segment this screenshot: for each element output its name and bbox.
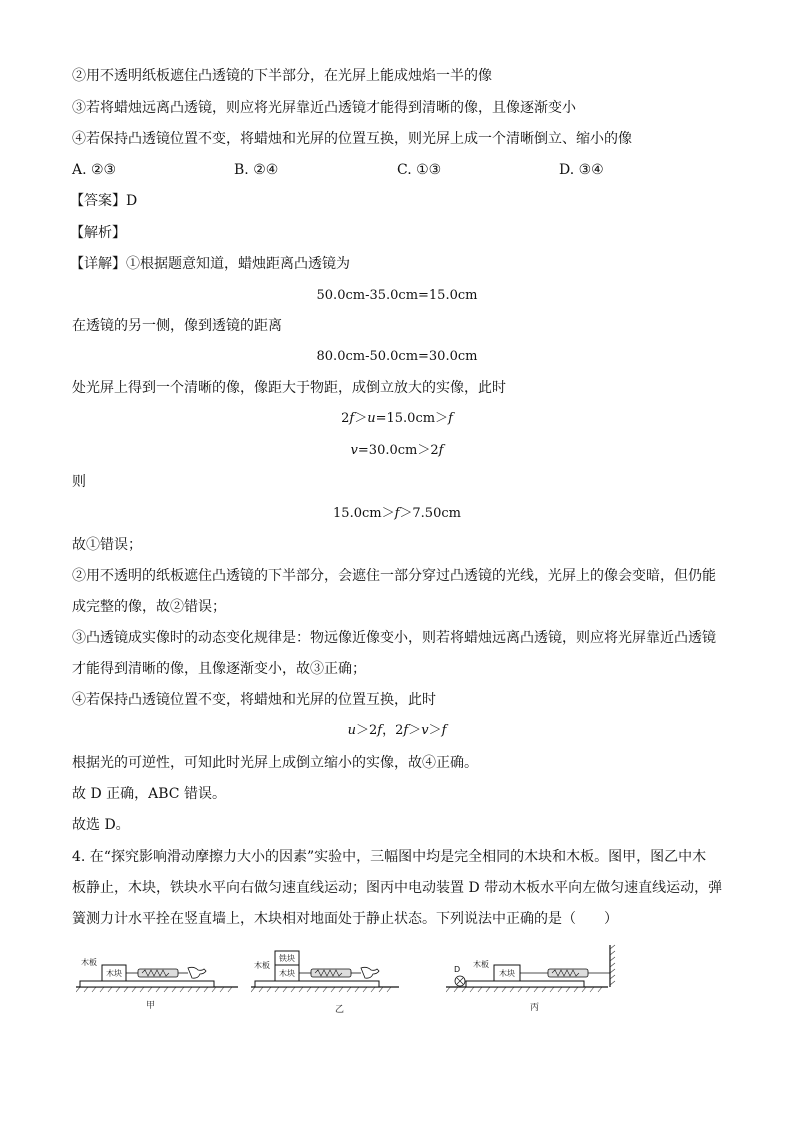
board-label-yi: 木板 [254,961,270,970]
figure-jia [76,953,238,993]
option-d: D. ③④ [559,162,604,178]
choose-line: 故选 D。 [72,817,130,833]
q4-line-1: 4. 在“探究影响滑动摩擦力大小的因素”实验中，三幅图中均是完全相同的木块和木板。图甲，图乙中木 [72,849,707,865]
para-4-line-1: ④若保持凸透镜位置不变，将蜡烛和光屏的位置互换，此时 [72,692,436,708]
caption-jia: 甲 [146,1001,156,1011]
answer-value: D [126,193,138,209]
caption-bing: 丙 [530,1003,540,1013]
answer-line [70,191,137,211]
equation-6: u＞2f，2f＞v＞f [347,723,447,738]
detail-label: 【详解】 [70,256,126,272]
option-c: C. ①③ [397,162,442,178]
detail-line-1 [70,254,350,274]
option-a: A. ②③ [72,162,117,178]
q4-line-2: 板静止，木块，铁块水平向右做匀速直线运动；图丙中电动装置 D 带动木板水平向左做匀速直线运动，弹 [72,880,723,896]
spring-scale-bing [548,969,588,977]
caption-yi: 乙 [335,1005,345,1015]
equation-3: 2f＞u=15.0cm＞f [341,411,453,426]
equation-5: 15.0cm＞f＞7.50cm [333,506,461,521]
statement-3: ③若将蜡烛远离凸透镜，则应将光屏靠近凸透镜才能得到清晰的像，且像逐渐变小 [72,100,576,116]
para-2-line-1: ②用不透明的纸板遮住凸透镜的下半部分，会遮住一部分穿过凸透镜的光线，光屏上的像会变暗，但仍能 [72,568,716,584]
block-label-jia: 木块 [106,969,122,978]
para-4-line-2: 根据光的可逆性，可知此时光屏上成倒立缩小的实像，故④正确。 [72,755,478,771]
text-then: 则 [72,474,86,490]
q4-line-3: 簧测力计水平拴在竖直墙上，木块相对地面处于静止状态。下列说法中正确的是（ ） [72,911,618,927]
equation-4: v=30.0cm＞2f [350,443,444,458]
analysis-label: 【解析】 [70,225,126,241]
equation-1: 50.0cm-35.0cm=15.0cm [316,288,478,303]
answer-label: 【答案】 [70,193,126,209]
device-label-bing: D [454,965,461,974]
conclusion-2: 故 D 正确，ABC 错误。 [72,786,226,802]
para-2-line-2: 成完整的像，故②错误； [72,599,226,615]
board-bing [466,981,584,987]
statement-4: ④若保持凸透镜位置不变，将蜡烛和光屏的位置互换，则光屏上成一个清晰倒立、缩小的像 [72,131,632,147]
text-other-side: 在透镜的另一侧，像到透镜的距离 [72,318,282,334]
block-label-bing: 木块 [499,969,515,978]
text-screen: 处光屏上得到一个清晰的像，像距大于物距，成倒立放大的实像，此时 [72,380,506,396]
spring-scale-yi [311,969,351,977]
conclusion-1: 故①错误； [72,537,142,553]
board-label-bing: 木板 [473,960,489,969]
board-jia [80,981,214,987]
statement-2: ②用不透明纸板遮住凸透镜的下半部分，在光屏上能成烛焰一半的像 [72,68,492,84]
spring-scale-jia [138,969,178,977]
figure-bing [446,943,618,995]
board-yi [255,981,379,987]
equation-2: 80.0cm-50.0cm=30.0cm [316,349,478,364]
para-3-line-1: ③凸透镜成实像时的动态变化规律是：物远像近像变小，则若将蜡烛远离凸透镜，则应将光屏靠近凸透镜 [72,630,716,646]
option-b: B. ②④ [234,162,279,178]
figure-yi [251,943,399,993]
iron-label-yi: 铁块 [279,954,295,963]
board-label-jia: 木板 [81,958,97,967]
detail-text-1: ①根据题意知道，蜡烛距离凸透镜为 [126,256,350,272]
hand-yi [361,967,379,978]
para-3-line-2: 才能得到清晰的像，且像逐渐变小，故③正确； [72,661,366,677]
block-label-yi: 木块 [279,969,295,978]
hand-jia [188,967,206,978]
